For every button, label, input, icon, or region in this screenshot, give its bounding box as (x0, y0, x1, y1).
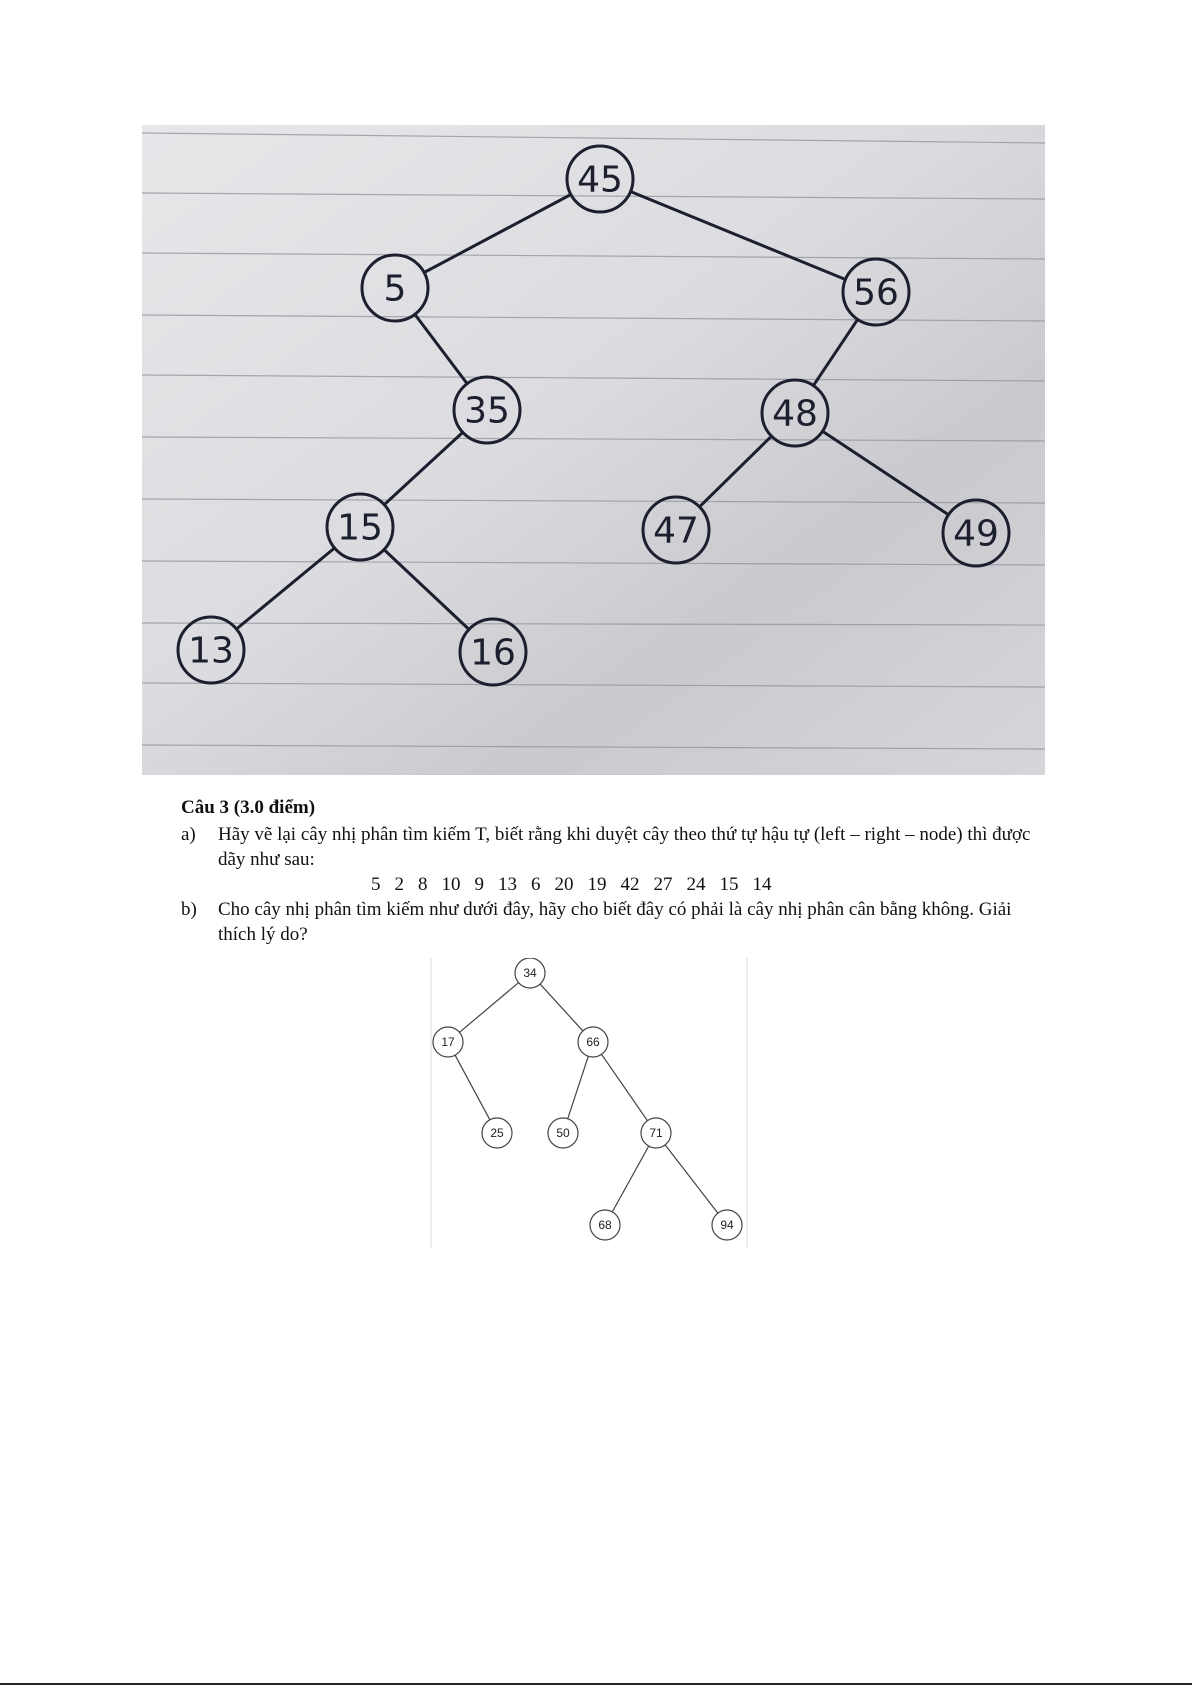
sequence-value: 27 (653, 874, 673, 895)
sequence-value: 10 (441, 874, 461, 895)
sequence-value: 6 (531, 874, 541, 895)
handwritten-node-label: 48 (772, 393, 818, 435)
bst-node (590, 1210, 620, 1240)
sequence-value: 24 (686, 874, 706, 895)
figure-background (429, 958, 749, 1248)
part-a-text: Hãy vẽ lại cây nhị phân tìm kiếm T, biết rằng khi duyệt cây theo thứ tự hậu tự (left – right – node) thì được dãy như sau: (218, 824, 1031, 870)
handwritten-node-label: 5 (383, 268, 407, 310)
handwritten-node-label: 56 (853, 272, 899, 314)
sequence-value: 9 (474, 874, 484, 895)
bst-node-label: 34 (523, 966, 537, 981)
bst-node-label: 94 (720, 1218, 734, 1233)
postorder-sequence (181, 872, 1041, 897)
handwritten-node-label: 13 (188, 630, 234, 672)
part-b (181, 897, 1041, 947)
bst-node-label: 25 (490, 1126, 504, 1141)
question-title: Câu 3 (3.0 điểm) (181, 797, 316, 818)
part-b-text: Cho cây nhị phân tìm kiếm như dưới đây, hãy cho biết đây có phải là cây nhị phân cân bằng không. Giải thích lý do? (218, 899, 1012, 945)
bst-figure (429, 958, 749, 1248)
bst-node-label: 68 (598, 1218, 612, 1233)
handwritten-node-label: 16 (470, 632, 516, 674)
sequence-value: 20 (554, 874, 574, 895)
handwritten-node-label: 49 (953, 513, 999, 555)
handwritten-node-label: 47 (653, 510, 699, 552)
bst-node-label: 71 (649, 1126, 663, 1141)
bst-node (433, 1027, 463, 1057)
handwritten-tree-photo (142, 125, 1045, 775)
part-a-label: a) (181, 824, 196, 845)
sequence-value: 42 (620, 874, 640, 895)
sequence-value: 8 (418, 874, 428, 895)
question-block (181, 795, 1041, 947)
bst-node-label: 17 (441, 1035, 455, 1050)
bst-node-label: 66 (586, 1035, 600, 1050)
part-b-label: b) (181, 899, 197, 920)
sequence-value: 15 (719, 874, 739, 895)
bst-node (515, 958, 545, 988)
handwritten-node-label: 35 (464, 390, 510, 432)
bst-node (712, 1210, 742, 1240)
sequence-value: 19 (587, 874, 607, 895)
sequence-value: 13 (498, 874, 517, 895)
bst-node (548, 1118, 578, 1148)
handwritten-node-label: 45 (577, 159, 623, 201)
bst-node (578, 1027, 608, 1057)
paper-background (142, 125, 1045, 775)
bst-node-label: 50 (556, 1126, 570, 1141)
sequence-value: 5 (371, 874, 381, 895)
handwritten-node-label: 15 (337, 507, 383, 549)
bst-node (641, 1118, 671, 1148)
part-a (181, 822, 1041, 872)
sequence-value: 2 (394, 874, 404, 895)
sequence-value: 14 (752, 874, 772, 895)
bst-node (482, 1118, 512, 1148)
